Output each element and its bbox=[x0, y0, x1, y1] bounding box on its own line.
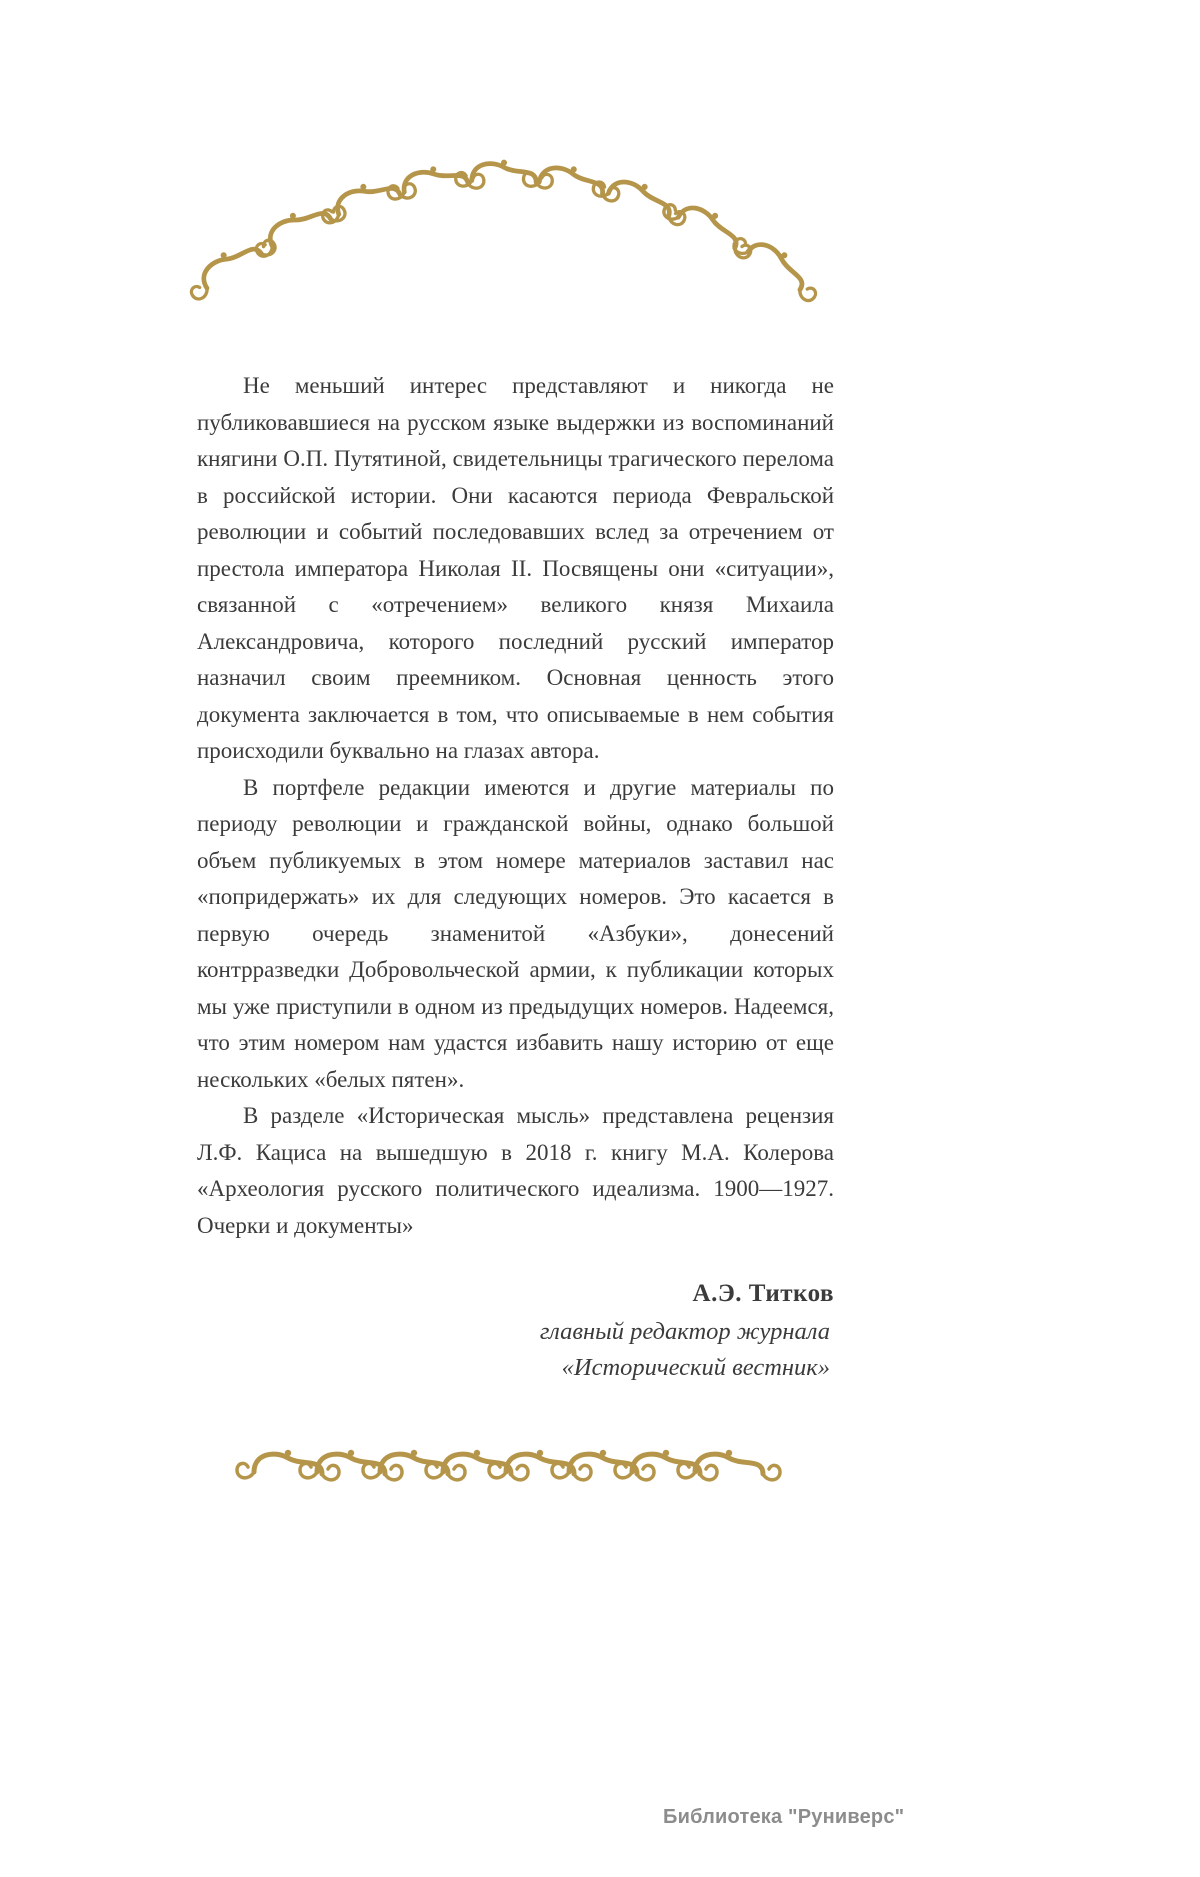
editor-role: главный редактор журнала bbox=[539, 1318, 830, 1345]
paragraph-2: В портфеле редакции имеются и другие материалы по периоду революции и гражданской войны, однако большой объем публикуемых в этом номере материалов заставил нас «попридержать» их для следующих номеров. Это касается в первую очередь знаменитой «Азбуки», донесений контрразведки Добровольческой армии, к публикации которых мы уже приступили в одном из предыдущих номеров. Надеемся, что этим номером нам удастся избавить нашу историю от еще нескольких «белых пятен». bbox=[197, 774, 834, 1092]
signature-block bbox=[197, 1274, 834, 1386]
paragraph-3: В разделе «Историческая мысль» представлена рецензия Л.Ф. Кациса на вышедшую в 2018 г. книгу М.А. Колерова «Археология русского политического идеализма. 1900—1927. Очерки и документы» bbox=[197, 1103, 834, 1238]
library-watermark: Библиотека "Руниверс" bbox=[663, 1806, 905, 1828]
paragraph-1: Не меньший интерес представляют и никогда не публиковавшиеся на русском языке выдержки из воспоминаний княгини О.П. Путятиной, свидетельницы трагического перелома в российской истории. Они касаются периода Февральской революции и событий последовавших вслед за отречением от престола императора Николая II. Посвящены они «ситуации», связанной с «отречением» великого князя Михаила Александровича, которого последний русский император назначил своим преемником. Основная ценность этого документа заключается в том, что описываемые в нем события происходили буквально на глазах автора. bbox=[197, 373, 834, 763]
top-arch-ornament-icon bbox=[208, 138, 800, 280]
text-block bbox=[197, 368, 834, 1386]
bottom-band-ornament-icon bbox=[252, 1432, 762, 1490]
journal-name: «Исторический вестник» bbox=[561, 1354, 830, 1381]
editor-name: А.Э. Титков bbox=[692, 1280, 834, 1307]
